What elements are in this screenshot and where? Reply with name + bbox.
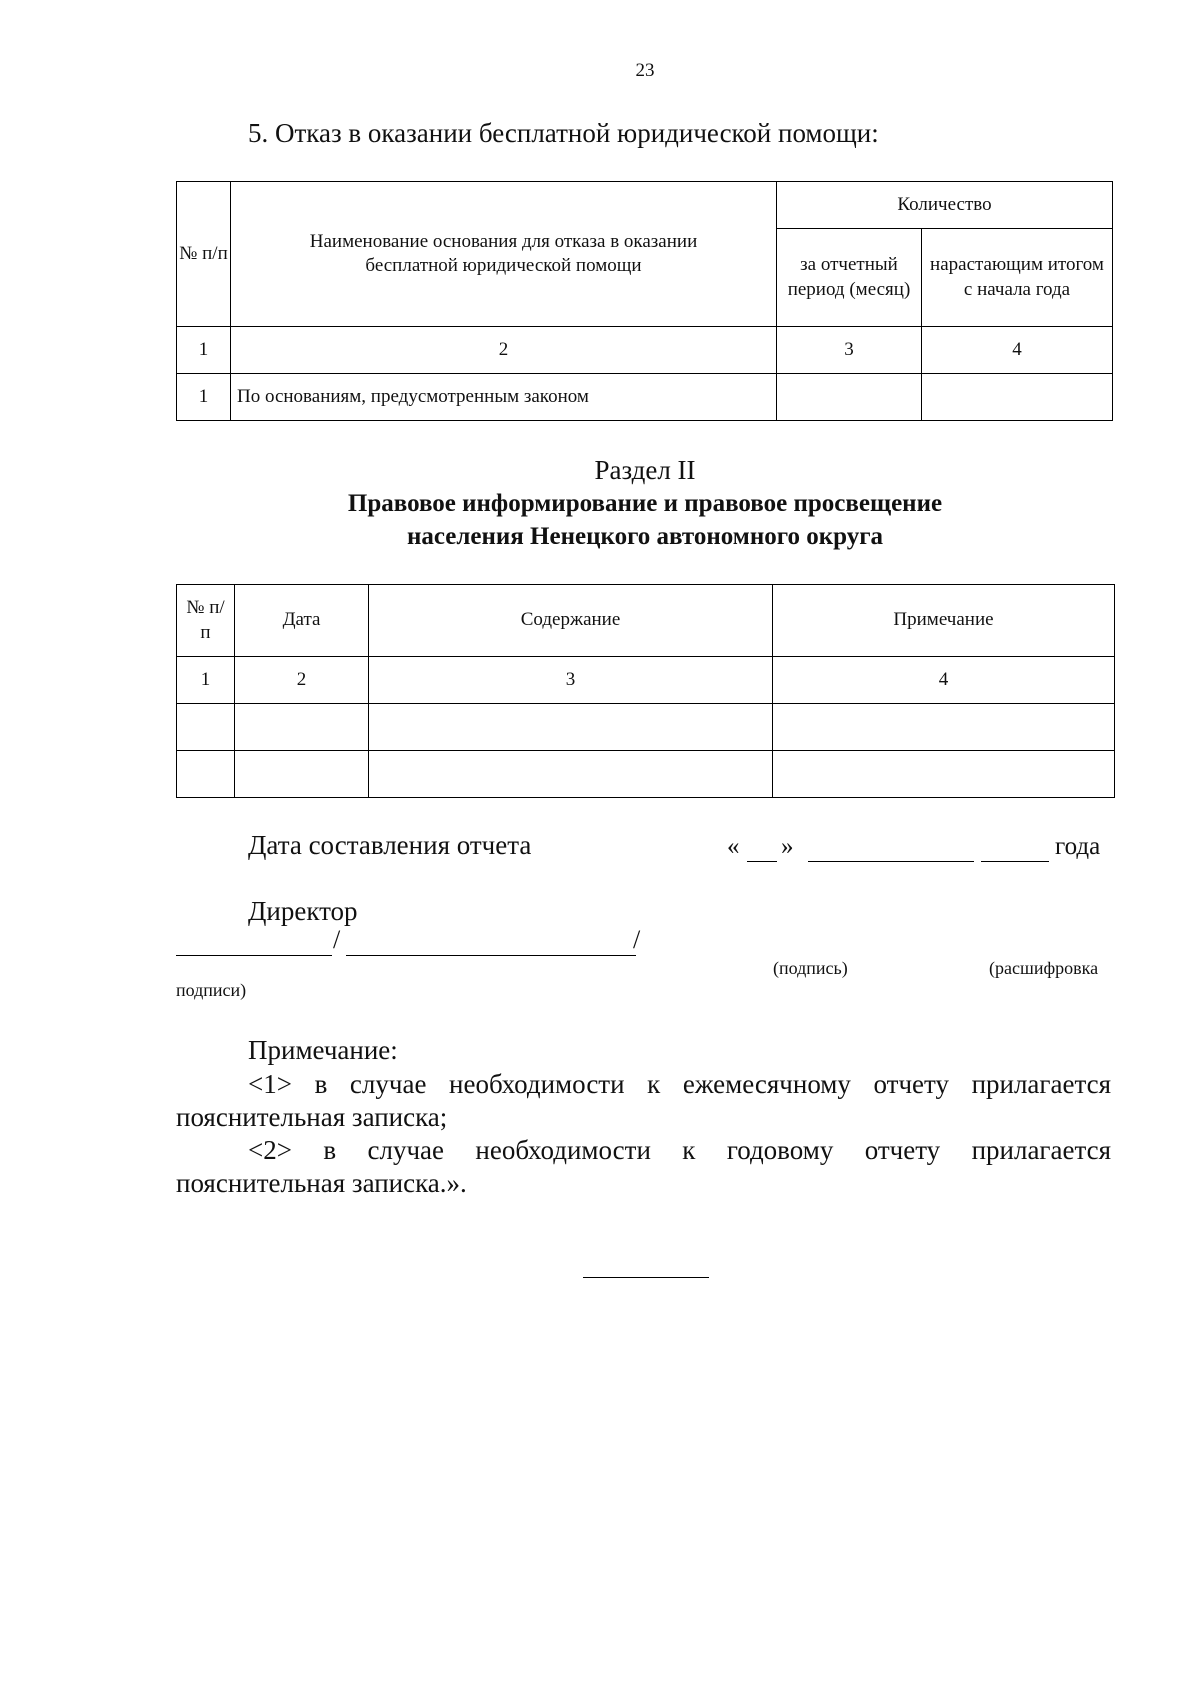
row-number: 1	[177, 374, 231, 421]
notes-label: Примечание:	[248, 1035, 398, 1065]
signature-slash: /	[633, 925, 641, 954]
date-quote-close: »	[781, 833, 794, 860]
note-item-1: <1> в случае необходимости к ежемесячному отчету прилагается пояснительная записка;	[176, 1069, 1111, 1132]
row-content	[369, 751, 773, 798]
row-note	[773, 704, 1115, 751]
header-date: Дата	[235, 585, 369, 657]
signature-decode-blank	[346, 955, 636, 956]
row-refusal-basis: По основаниям, предусмотренным законом	[231, 374, 777, 421]
header-number: № п/п	[177, 182, 231, 327]
table-row	[177, 374, 1113, 421]
header-content: Содержание	[369, 585, 773, 657]
header-note: Примечание	[773, 585, 1115, 657]
row-cumulative-value	[922, 374, 1113, 421]
section2-title	[0, 488, 1200, 553]
column-number-2: 2	[231, 327, 777, 374]
signature-decode-caption-cont: подписи)	[176, 980, 247, 1000]
section5-title: 5. Отказ в оказании бесплатной юридической помощи:	[248, 118, 879, 148]
section2-title-line2: населения Ненецкого автономного округа	[406, 522, 884, 550]
table-row	[177, 704, 1115, 751]
column-number-1: 1	[177, 327, 231, 374]
column-number-4: 4	[922, 327, 1113, 374]
legal-information-table	[176, 584, 1115, 798]
column-number-1: 1	[177, 657, 235, 704]
date-day-blank	[747, 861, 777, 862]
column-number-2: 2	[235, 657, 369, 704]
column-number-3: 3	[777, 327, 922, 374]
header-number: № п/п	[177, 585, 235, 657]
section2-label: Раздел II	[594, 455, 696, 485]
signature-slash: /	[333, 925, 341, 954]
row-note	[773, 751, 1115, 798]
report-date-label: Дата составления отчета	[248, 830, 532, 860]
column-number-3: 3	[369, 657, 773, 704]
signature-caption: (подпись)	[773, 958, 848, 978]
row-content	[369, 704, 773, 751]
row-number	[177, 704, 235, 751]
refusal-table	[176, 181, 1113, 421]
director-label: Директор	[248, 896, 358, 926]
date-year-word: года	[1055, 833, 1101, 860]
date-quote-open: «	[727, 833, 740, 860]
signature-blank	[176, 955, 332, 956]
page-number: 23	[635, 60, 655, 81]
section2-title-line1: Правовое информирование и правовое просвещение	[347, 490, 943, 517]
table-row	[177, 751, 1115, 798]
row-reporting-period-value	[777, 374, 922, 421]
row-date	[235, 704, 369, 751]
header-reporting-period: за отчетный период (месяц)	[777, 229, 922, 327]
row-number	[177, 751, 235, 798]
column-number-4: 4	[773, 657, 1115, 704]
note-item-2: <2> в случае необходимости к годовому отчету прилагается пояснительная записка.».	[176, 1135, 1111, 1198]
header-quantity: Количество	[777, 182, 1113, 229]
end-divider	[583, 1277, 709, 1278]
header-refusal-basis: Наименование основания для отказа в оказании бесплатной юридической помощи	[231, 182, 777, 327]
header-cumulative: нарастающим итогом с начала года	[922, 229, 1113, 327]
row-date	[235, 751, 369, 798]
signature-decode-caption: (расшифровка	[989, 958, 1099, 978]
date-year-blank	[981, 861, 1049, 862]
date-month-blank	[808, 861, 974, 862]
